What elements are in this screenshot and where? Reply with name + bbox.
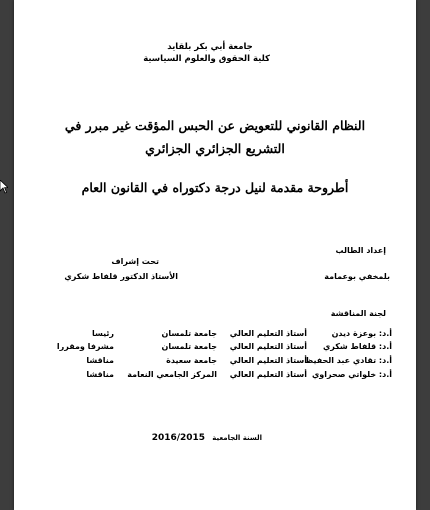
committee-row (16, 356, 392, 368)
university-header (143, 41, 270, 65)
member-rank: أستاذ التعليم العالي (229, 370, 307, 379)
document-page (14, 0, 416, 510)
member-rank: أستاذ التعليم العالي (229, 329, 307, 338)
member-name: أ.د: بوعزة ديدن (331, 329, 392, 338)
thesis-subtitle: أطروحة مقدمة لنيل درجة دكتوراه في القانون العام (81, 180, 349, 195)
mouse-cursor-icon (0, 180, 8, 194)
member-name: أ.د: قلفاط شكري (322, 342, 392, 351)
member-institution: جامعة تلمسان (161, 342, 217, 351)
supervisor-label: تحت إشراف (111, 257, 159, 266)
member-institution: المركز الجامعي النعامة (127, 370, 217, 379)
member-role: مناقشا (86, 356, 114, 365)
member-institution: جامعة تلمسان (161, 329, 217, 338)
academic-year (152, 433, 262, 443)
committee-row (16, 342, 392, 354)
committee-row (16, 370, 392, 382)
faculty-name: كلية الحقوق والعلوم السياسية (143, 54, 270, 64)
member-rank: أستاذ التعليم العالي (229, 356, 307, 365)
member-rank: أستاذ التعليم العالي (229, 342, 307, 351)
member-role: مناقشا (86, 370, 114, 379)
member-role: مشرفا ومقررا (56, 342, 114, 351)
university-name: جامعة أبي بكر بلقايد (167, 42, 253, 52)
thesis-title-line2: التشريع الجزائري الجزائري (145, 141, 285, 156)
committee-title: لجنة المناقشة (330, 309, 386, 318)
member-name: أ.د: تقادي عبد الحفيظ (304, 356, 392, 365)
member-institution: جامعة سعيدة (166, 356, 217, 365)
member-name: أ.د: خلواتي صحراوي (311, 370, 392, 379)
academic-year-label: السنة الجامعية (212, 434, 262, 442)
student-name: بلمخفي بوعمامة (324, 272, 390, 281)
academic-year-value: 2016/2015 (151, 433, 206, 443)
student-label: إعداد الطالب (335, 246, 386, 255)
supervisor-name: الأستاذ الدكتور قلفاط شكري (64, 272, 178, 281)
member-role: رئيسا (91, 329, 114, 338)
committee-row (16, 329, 392, 341)
thesis-title-line1: النظام القانوني للتعويض عن الحبس المؤقت غير مبرر في (64, 118, 366, 133)
